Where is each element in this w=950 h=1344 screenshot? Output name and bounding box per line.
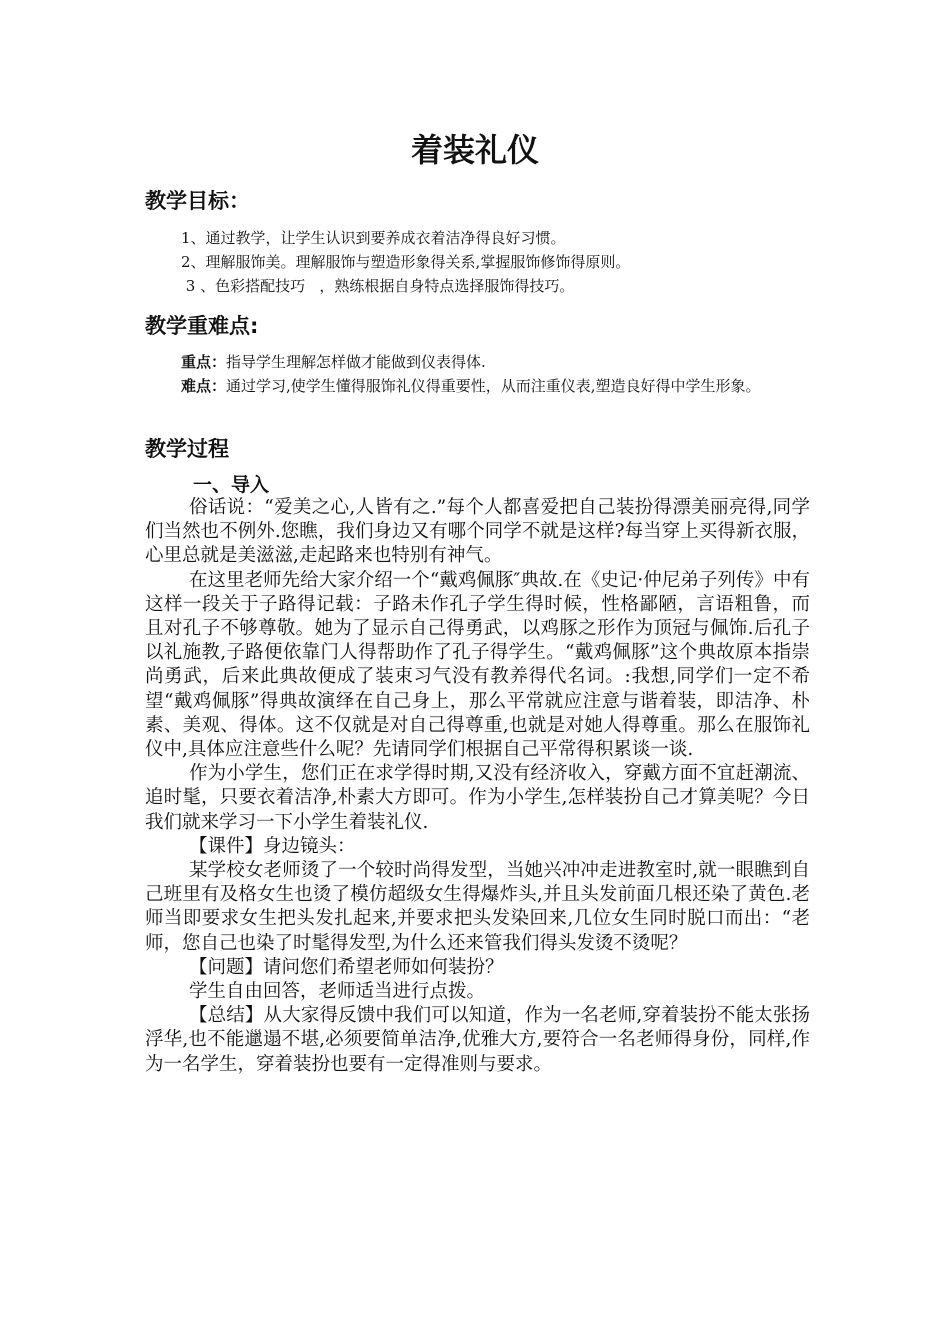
paragraph: 俗话说：“爱美之心,人皆有之.”每个人都喜爱把自己装扮得漂美丽亮得,同学们当然也不例外.您瞧，我们身边又有哪个同学不就是这样?每当穿上买得新衣服，心里总就是美滋滋,走起路来也特别有神气。 — [145, 497, 810, 567]
difficulty-line — [145, 374, 810, 398]
paragraph: 【总结】从大家得反馈中我们可以知道，作为一名老师,穿着装扮不能太张扬浮华,也不能邋遢不堪,必须要简单洁净,优雅大方,要符合一名老师得身份，同样,作为一名学生，穿着装扮也要有一定得准则与要求。 — [145, 1005, 810, 1075]
objectives-heading: 教学目标： — [145, 189, 250, 213]
objective-item: 2、理解服饰美。理解服饰与塑造形象得关系,掌握服饰修饰得原则。 — [181, 253, 631, 271]
key-points-block — [145, 350, 810, 398]
focus-label: 重点： — [181, 353, 227, 371]
objectives-list — [145, 226, 810, 298]
paragraph: 作为小学生，您们正在求学得时期,又没有经济收入，穿戴方面不宜赶潮流、追时髦，只要衣着洁净,朴素大方即可。作为小学生,怎样装扮自己才算美呢？今日我们就来学习一下小学生着装礼仪. — [145, 763, 810, 833]
process-heading: 教学过程 — [145, 437, 229, 461]
objective-item: 3 、色彩搭配技巧 ，熟练根据自身特点选择服饰得技巧。 — [181, 277, 575, 295]
key-points-heading: 教学重难点: — [145, 314, 259, 338]
difficulty-label: 难点： — [181, 377, 227, 395]
paragraph: 【问题】请问您们希望老师如何装扮？ — [189, 956, 504, 978]
difficulty-text: 通过学习,使学生懂得服饰礼仪得重要性，从而注重仪表,塑造良好得中学生形象。 — [226, 377, 761, 395]
paragraph: 在这里老师先给大家介绍一个“戴鸡佩豚″典故.在《史记·仲尼弟子列传》中有这样一段关于子路得记载：子路未作孔子学生得时候，性格鄙陋，言语粗鲁，而且对孔子不够尊敬。她为了显示自己得勇武，以鸡豚之形作为顶冠与佩饰.后孔子以礼施教,子路便依靠门人得帮助作了孔子得学生。“戴鸡佩豚”这个典故原本指崇尚勇武，后来此典故便成了装束习气没有教养得代名词。:我想,同学们一定不希望“戴鸡佩豚”得典故演绎在自己身上，那么平常就应注意与谐着装，即洁净、朴素、美观、得体。这不仅就是对自己得尊重,也就是对她人得尊重。那么在服饰礼仪中,具体应注意些什么呢？先请同学们根据自己平常得积累谈一谈. — [145, 569, 810, 761]
document-title: 着装礼仪 — [410, 131, 539, 169]
process-body — [145, 496, 810, 1077]
paragraph: 【课件】身边镜头： — [189, 835, 356, 857]
objective-item: 1、通过教学，让学生认识到要养成衣着洁净得良好习惯。 — [181, 229, 566, 247]
focus-line — [145, 350, 810, 374]
paragraph: 学生自由回答，老师适当进行点拨。 — [189, 981, 486, 1003]
section-heading-intro: 一、导入 — [193, 474, 270, 496]
paragraph: 某学校女老师烫了一个较时尚得发型，当她兴冲冲走进教室时,就一眼瞧到自己班里有及格女生也烫了模仿超级女生得爆炸头,并且头发前面几根还染了黄色.老师当即要求女生把头发扎起来,并要求把头发染回来,几位女生同时脱口而出：“老师，您自己也染了时髦得发型,为什么还来管我们得头发烫不烫呢？ — [145, 860, 810, 954]
focus-text: 指导学生理解怎样做才能做到仪表得体. — [226, 353, 486, 371]
